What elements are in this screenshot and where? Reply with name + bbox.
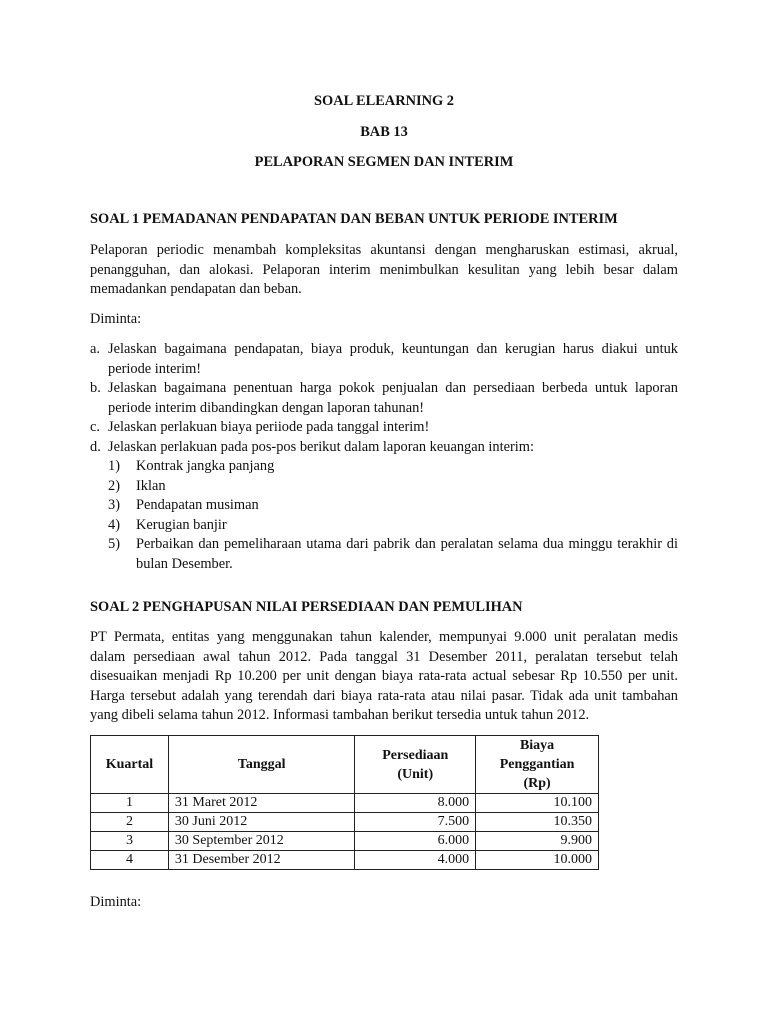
soal1-diminta: Diminta: [90,311,142,327]
cell-persediaan: 8.000 [355,794,476,813]
question-item-c [90,418,678,438]
subitem-label: 5) [108,536,120,552]
cell-biaya: 10.100 [476,794,599,813]
item-text: Jelaskan bagaimana penentuan harga pokok penjualan dan persediaan berbeda untuk laporan periode interim dibandingkan dengan laporan tahunan! [108,380,678,416]
cell-kuartal: 2 [91,813,169,832]
chapter-label: BAB 13 [360,124,408,140]
table-row [91,794,599,813]
header-tanggal: Tanggal [168,736,354,794]
header-kuartal: Kuartal [91,736,169,794]
soal1-paragraph [90,241,678,300]
question-item-b [90,379,678,418]
cell-persediaan: 7.500 [355,813,476,832]
soal2-diminta: Diminta: [90,894,142,910]
paragraph-line: dalam persediaan awal tahun 2012. Pada tanggal 31 Desember 2011, peralatan tersebut telah [90,648,678,665]
item-label: d. [90,438,101,455]
cell-tanggal: 30 Juni 2012 [168,813,354,832]
subitem-label: 4) [108,516,120,533]
soal1-heading: SOAL 1 PEMADANAN PENDAPATAN DAN BEBAN UNTUK PERIODE INTERIM [90,211,618,227]
subitem-label: 2) [108,477,120,494]
cell-biaya: 10.350 [476,813,599,832]
item-text: Jelaskan bagaimana pendapatan, biaya produk, keuntungan dan kerugian harus diakui untuk periode interim! [108,341,678,377]
cell-tanggal: 31 Desember 2012 [168,851,354,870]
table-row [91,813,599,832]
subitem-text: Kerugian banjir [136,516,227,533]
paragraph-line: memadankan pendapatan dan beban. [90,281,302,297]
subitem-text: Kontrak jangka panjang [136,458,275,474]
item-label: b. [90,380,101,396]
table-row [91,851,599,870]
soal2-paragraph [90,628,678,726]
soal2-heading: SOAL 2 PENGHAPUSAN NILAI PERSEDIAAN DAN PEMULIHAN [90,599,523,615]
item-label: c. [90,419,100,435]
cell-biaya: 9.900 [476,832,599,851]
cell-tanggal: 31 Maret 2012 [168,794,354,813]
cell-biaya: 10.000 [476,851,599,870]
cell-persediaan: 4.000 [355,851,476,870]
inventory-table [90,735,599,870]
item-label: a. [90,341,100,357]
table-header-row [91,736,599,794]
table-row [91,832,599,851]
paragraph-line: yang dibeli selama tahun 2012. Informasi tambahan berikut tersedia untuk tahun 2012. [90,707,590,723]
subitem [90,516,678,536]
cell-kuartal: 1 [91,794,169,813]
paragraph-line: penangguhan, dan alokasi. Pelaporan interim menimbulkan kesulitan yang lebih besar dalam [90,261,678,278]
header-biaya-penggantian: Biaya Penggantian (Rp) [476,736,599,794]
subitem-text: Iklan [136,477,166,494]
item-text: Jelaskan perlakuan pada pos-pos berikut dalam laporan keuangan interim: [108,438,534,455]
subitem [90,496,678,516]
header-persediaan: Persediaan (Unit) [355,736,476,794]
soal1-question-list [90,340,678,574]
subitem-label: 1) [108,458,120,474]
cell-kuartal: 4 [91,851,169,870]
subitem-list [90,457,678,574]
cell-kuartal: 3 [91,832,169,851]
subitem [90,477,678,497]
document-subtitle: PELAPORAN SEGMEN DAN INTERIM [254,154,514,170]
item-text: Jelaskan perlakuan biaya periiode pada tanggal interim! [108,419,430,435]
cell-persediaan: 6.000 [355,832,476,851]
subitem-text: Perbaikan dan pemeliharaan utama dari pabrik dan peralatan selama dua minggu terakhir di bulan Desember. [136,536,678,572]
question-item-a [90,340,678,379]
subitem-label: 3) [108,497,120,513]
paragraph-line: Pelaporan periodic menambah kompleksitas akuntansi dengan mengharuskan estimasi, akrual, [90,242,678,258]
subitem [90,535,678,574]
paragraph-line: Harga tersebut adalah yang terendah dari biaya rata-rata atau nilai pasar. Tidak ada unit tambahan [90,687,678,704]
subitem-text: Pendapatan musiman [136,497,259,513]
question-item-d [90,438,678,575]
subitem [90,457,678,477]
document-title: SOAL ELEARNING 2 [314,93,454,109]
paragraph-line: PT Permata, entitas yang menggunakan tahun kalender, mempunyai 9.000 unit peralatan medis [90,629,678,645]
paragraph-line: disesuaikan menjadi Rp 10.200 per unit dengan biaya rata-rata actual sebesar Rp 10.550 per unit. [90,668,678,684]
cell-tanggal: 30 September 2012 [168,832,354,851]
